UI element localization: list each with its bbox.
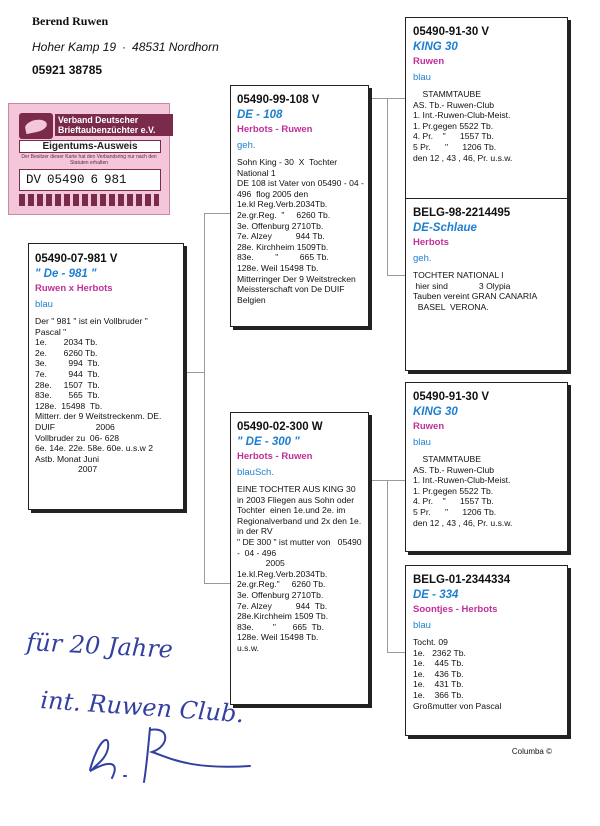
owner-address — [32, 40, 219, 54]
breeder: Ruwen — [413, 421, 445, 432]
separator-dot: · — [122, 40, 127, 54]
pigeon-name: KING 30 — [413, 406, 458, 418]
pigeon-name: KING 30 — [413, 41, 458, 53]
ring-club: 05490 — [47, 173, 85, 187]
pigeon-notes: STAMMTAUBE AS. Tb.- Ruwen-Club 1. Int.-Ruwen-Club-Meist. 1. Pr.gegen 5522 Tb. 4. Pr. " 1557 Tb. 5 Pr. " 1206 Tb. den 12 , 43 , 46, Pr. u.s.w. — [413, 454, 513, 528]
ring-number: 05490-91-30 V — [413, 26, 490, 38]
ring-number: BELG-01-2344334 — [413, 574, 511, 586]
connector — [387, 480, 388, 652]
connector — [387, 98, 388, 275]
city: 48531 Nordhorn — [132, 40, 219, 54]
handwriting-line-1: für 20 Jahre — [25, 628, 174, 664]
connector — [204, 213, 230, 214]
breeder: Ruwen — [413, 56, 445, 67]
ring-number: 05490-07-981 V — [35, 253, 118, 265]
ring-number: 05490-02-300 W — [237, 421, 323, 433]
pigeon-notes: Der " 981 " ist ein Vollbruder " Pascal " 1e. 2034 Tb. 2e. 6260 Tb. 3e. 994 Tb. 7e. 944 Tb. 28e. 1507 Tb. 83e. 565 Tb. 128e. 15498 Tb. Mitterr. der 9 Weitstreckenm. DE. DUIF 2006 Vollbruder zu 06- 628 6e. 14e. 22e. 58e. 60e. u.s.w 2 Astb. Monat Juni 2007 — [35, 316, 162, 475]
badge-note: Der Besitzer dieser Karte hat den Verbandsring nur nach den Statuten erhalten — [21, 154, 157, 166]
pigeon-color: geh. — [413, 253, 432, 264]
badge-title: Eigentums-Ausweis — [19, 140, 161, 153]
pigeon-color: blau — [413, 72, 431, 83]
pigeon-notes: EINE TOCHTER AUS KING 30 in 2003 Fliegen aus Sohn oder Tochter einen 1e.und 2e. im Regionalverband und 2x den 1e. in der RV " DE 300 " ist mutter von 05490 - 04 - 496 2005 1e.kl.Reg.Verb.2034Tb. 2e.gr.Reg." 6260 Tb. 3e. Offenburg 2710Tb. 7e. Alzey 944 Tb. 28e.Kirchheim 1509 Tb. 83e. " 665 Tb. 128e. Weil 15498 Tb. u.s.w. — [237, 484, 362, 653]
pigeon-name: DE - 108 — [237, 109, 283, 121]
pigeon-name: DE-Schlaue — [413, 222, 477, 234]
breeder: Ruwen x Herbots — [35, 283, 113, 294]
connector — [204, 213, 205, 583]
owner-name: Berend Ruwen — [32, 14, 109, 28]
pigeon-notes: TOCHTER NATIONAL I hier sind 3 Olypia Tauben vereint GRAN CANARIA BASEL VERONA. — [413, 270, 538, 312]
ring-number: BELG-98-2214495 — [413, 207, 511, 219]
pigeon-notes: STAMMTAUBE AS. Tb.- Ruwen-Club 1. Int.-Ruwen-Club-Meist. 1. Pr.gegen 5522 Tb. 4. Pr. " 1557 Tb. 5 Pr. " 1206 Tb. den 12 , 43 , 46, Pr. u.s.w. — [413, 89, 513, 163]
ring-year: 6 — [90, 173, 99, 187]
pigeon-color: blau — [413, 437, 431, 448]
signature-scribble — [90, 728, 250, 782]
breeder: Herbots — [413, 237, 449, 248]
ring-number: 05490-99-108 V — [237, 94, 320, 106]
badge-ring-number — [19, 169, 161, 191]
pigeon-card-dam-sire — [405, 382, 568, 552]
pigeon-name: " De - 981 " — [35, 268, 97, 280]
breeder: Herbots - Ruwen — [237, 451, 313, 462]
ring-prefix: DV — [26, 173, 42, 187]
pigeon-color: blau — [35, 299, 53, 310]
ownership-badge — [8, 103, 170, 215]
breeder: Soontjes - Herbots — [413, 604, 498, 615]
pigeon-card-dam-dam — [405, 565, 568, 736]
credit-mark: Columba © — [511, 747, 552, 756]
pigeon-card-sire-dam — [405, 198, 568, 371]
pigeon-color: blau — [413, 620, 431, 631]
owner-phone: 05921 38785 — [32, 63, 103, 77]
street: Hoher Kamp 19 — [32, 40, 117, 54]
handwritten-dedication — [20, 620, 260, 800]
connector — [204, 583, 230, 584]
dove-logo-icon — [19, 113, 53, 139]
connector — [387, 480, 405, 481]
pigeon-color: blauSch. — [237, 467, 274, 478]
badge-pattern — [19, 194, 159, 206]
badge-org: Verband Deutscher Brieftaubenzüchter e.V. — [55, 114, 173, 136]
connector — [387, 652, 405, 653]
pigeon-notes: Sohn King - 30 X Tochter National 1 DE 108 ist Vater von 05490 - 04 - 496 flog 2005 den 1e.kl Reg.Verb.2034Tb. 2e.gr.Reg. " 6260 Tb. 3e. Offenburg 2710Tb. 7e. Alzey 944 Tb. 28e. Kirchheim 1509Tb. 83e. " 665 Tb. 128e. Weil 15498 Tb. Mitterringer Der 9 Weitstrecken Meissterschaft von De DUIF Belgien — [237, 157, 364, 305]
connector — [387, 275, 405, 276]
pigeon-name: DE - 334 — [413, 589, 459, 601]
handwriting-line-2: int. Ruwen Club. — [39, 686, 245, 729]
pigeon-card-sire — [230, 85, 369, 327]
pigeon-notes: Tocht. 09 1e. 2362 Tb. 1e. 445 Tb. 1e. 436 Tb. 1e. 431 Tb. 1e. 366 Tb. Großmutter von Pascal — [413, 637, 502, 711]
pigeon-color: geh. — [237, 140, 256, 151]
breeder: Herbots - Ruwen — [237, 124, 313, 135]
pigeon-card-subject — [28, 243, 184, 510]
ring-number: 05490-91-30 V — [413, 391, 490, 403]
pigeon-card-sire-sire — [405, 17, 568, 202]
connector — [387, 98, 405, 99]
pigeon-name: " DE - 300 " — [237, 436, 300, 448]
ring-num: 981 — [104, 173, 127, 187]
